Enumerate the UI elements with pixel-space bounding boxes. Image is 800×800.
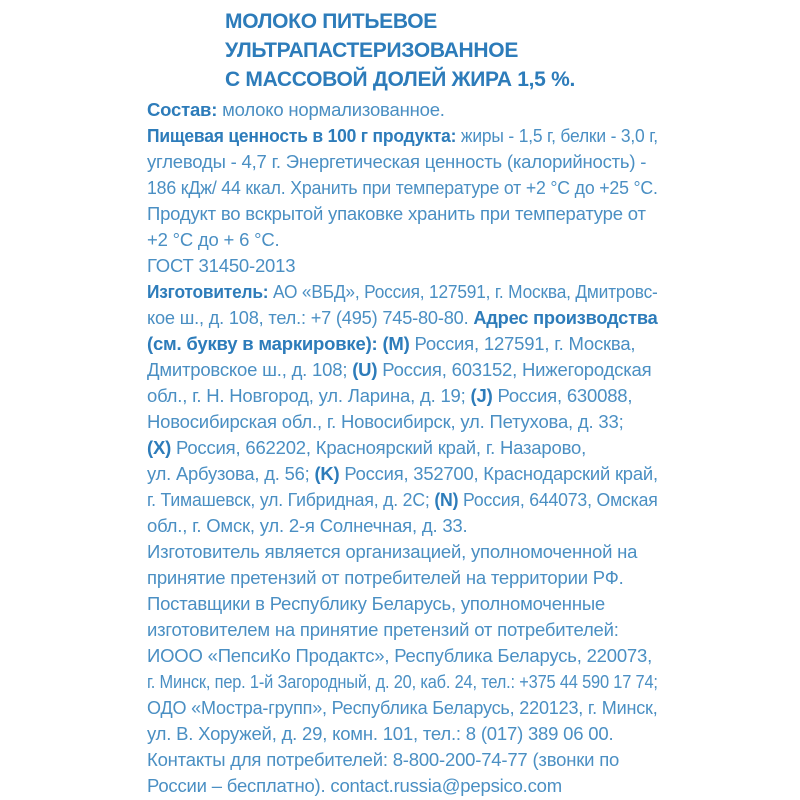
text-line — [147, 123, 658, 149]
text-segment: АО «ВБД», Россия, 127591, г. Москва, Дмитровс- — [268, 281, 658, 302]
text-segment: ГОСТ 31450-2013 — [147, 255, 296, 276]
text-line — [147, 383, 658, 409]
text-segment: молоко нормализованное. — [217, 99, 445, 120]
section-manufacturer — [147, 279, 658, 539]
bold-text-segment: Изготовитель: — [147, 281, 269, 302]
section-composition — [147, 97, 658, 123]
text-segment: России – бесплатно). contact.russia@pepsico.com — [147, 775, 562, 796]
text-segment: изготовителем на принятие претензий от потребителей: — [147, 619, 619, 640]
text-segment: ул. Арбузова, д. 56; — [147, 463, 315, 484]
text-line — [147, 227, 658, 253]
text-segment: Дмитровское ш., д. 108; — [147, 359, 353, 380]
text-line — [147, 305, 658, 331]
text-segment: Продукт во вскрытой упаковке хранить при температуре от — [147, 203, 646, 224]
text-line — [147, 36, 658, 65]
section-nutrition — [147, 123, 658, 253]
text-segment: 186 кДж/ 44 ккал. Хранить при температуре от +2 °С до +25 °С. — [147, 177, 658, 198]
text-line — [147, 65, 658, 94]
text-segment: принятие претензий от потребителей на территории РФ. — [147, 567, 624, 588]
text-segment: ИООО «ПепсиКо Продактс», Республика Беларусь, 220073, — [147, 645, 653, 666]
text-segment: Россия, 603152, Нижегородская — [377, 359, 652, 380]
text-line — [147, 357, 658, 383]
bold-text-segment: (N) — [434, 489, 459, 510]
text-segment: углеводы - 4,7 г. Энергетическая ценность (калорийность) - — [147, 151, 647, 172]
text-line — [147, 591, 658, 617]
text-line — [147, 279, 658, 305]
text-line — [147, 461, 658, 487]
bold-text-segment: (см. букву в маркировке): (M) — [147, 333, 410, 354]
text-line — [147, 669, 658, 695]
text-segment: Новосибирская обл., г. Новосибирск, ул. Петухова, д. 33; — [147, 411, 624, 432]
text-segment: Поставщики в Республику Беларусь, уполномоченные — [147, 593, 606, 614]
text-line — [147, 747, 658, 773]
text-line — [147, 175, 658, 201]
text-line — [147, 565, 658, 591]
bold-text-segment: (J) — [470, 385, 493, 406]
text-segment: обл., г. Омск, ул. 2-я Солнечная, д. 33. — [147, 515, 468, 536]
bold-text-segment: Адрес производства — [473, 307, 658, 328]
bold-text-segment: (X) — [147, 437, 172, 458]
text-line — [147, 773, 658, 799]
section-gost — [147, 253, 658, 279]
text-segment: Россия, 662202, Красноярский край, г. Назарово, — [171, 437, 587, 458]
bold-text-segment: (K) — [314, 463, 340, 484]
text-segment: г. Минск, пер. 1-й Загородный, д. 20, каб. 24, тел.: +375 44 590 17 74; — [147, 671, 658, 692]
text-line — [147, 487, 658, 513]
text-segment: Россия, 127591, г. Москва, — [409, 333, 636, 354]
text-segment: Россия, 630088, — [492, 385, 633, 406]
text-line — [147, 721, 658, 747]
text-segment: Россия, 644073, Омская — [458, 489, 658, 510]
bold-text-segment: Состав: — [147, 99, 218, 120]
text-segment: Изготовитель является организацией, уполномоченной на — [147, 541, 638, 562]
text-line — [147, 513, 658, 539]
text-line — [147, 149, 658, 175]
text-segment: ОДО «Мостра-групп», Республика Беларусь, 220123, г. Минск, — [147, 697, 658, 718]
text-line — [147, 201, 658, 227]
text-segment: Контакты для потребителей: 8-800-200-74-77 (звонки по — [147, 749, 620, 770]
text-line — [147, 617, 658, 643]
section-claims-and-contacts — [147, 539, 658, 799]
bold-text-segment: УЛЬТРАПАСТЕРИЗОВАННОЕ — [225, 39, 519, 62]
text-line — [147, 435, 658, 461]
text-line — [147, 695, 658, 721]
text-line — [147, 253, 658, 279]
text-line — [147, 97, 658, 123]
bold-text-segment: Пищевая ценность в 100 г продукта: — [147, 125, 457, 146]
text-segment: г. Тимашевск, ул. Гибридная, д. 2С; — [147, 489, 435, 510]
bold-text-segment: МОЛОКО ПИТЬЕВОЕ — [225, 10, 437, 33]
bold-text-segment: (U) — [352, 359, 378, 380]
text-line — [147, 7, 658, 36]
text-line — [147, 539, 658, 565]
text-line — [147, 331, 658, 357]
text-line — [147, 643, 658, 669]
text-segment: кое ш., д. 108, тел.: +7 (495) 745-80-80. — [147, 307, 474, 328]
section-product-title — [147, 7, 658, 94]
text-segment: жиры - 1,5 г, белки - 3,0 г, — [456, 125, 658, 146]
text-segment: Россия, 352700, Краснодарский край, — [339, 463, 658, 484]
bold-text-segment: С МАССОВОЙ ДОЛЕЙ ЖИРА 1,5 %. — [225, 68, 575, 91]
text-segment: обл., г. Н. Новгород, ул. Ларина, д. 19; — [147, 385, 471, 406]
text-line — [147, 409, 658, 435]
text-segment: +2 °С до + 6 °С. — [147, 229, 280, 250]
label-text — [147, 7, 658, 799]
text-segment: ул. В. Хоружей, д. 29, комн. 101, тел.: 8 (017) 389 06 00. — [147, 723, 614, 744]
